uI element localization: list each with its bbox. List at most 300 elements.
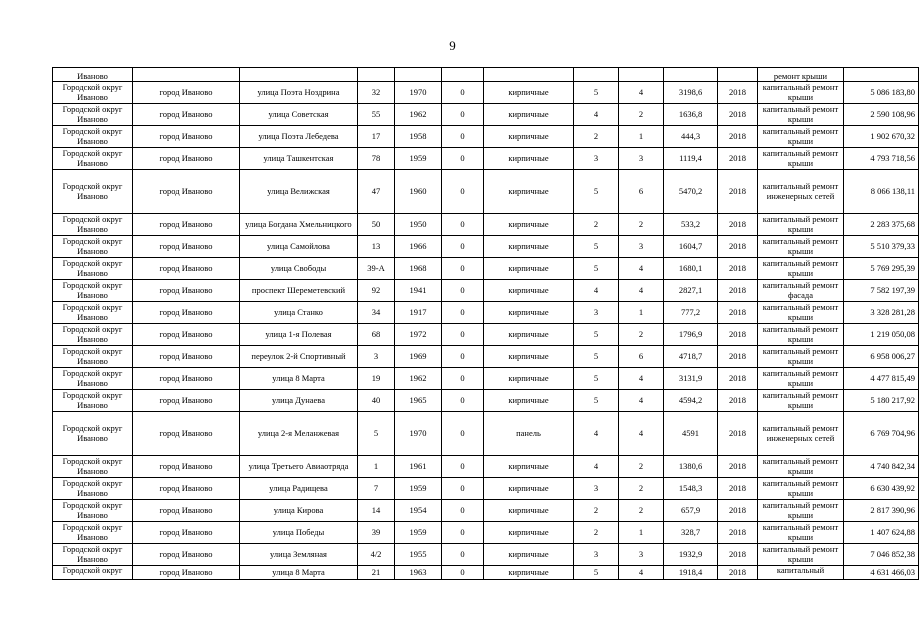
area-cell: 1680,1 bbox=[664, 258, 718, 280]
entrances-cell: 4 bbox=[619, 368, 664, 390]
house-number-cell: 3 bbox=[358, 346, 395, 368]
district-cell: Городской округ Иваново bbox=[53, 500, 133, 522]
city-cell: город Иваново bbox=[133, 368, 240, 390]
build-year-cell: 1968 bbox=[395, 258, 442, 280]
wall-material-cell: кирпичные bbox=[484, 478, 574, 500]
table-row bbox=[53, 566, 919, 580]
area-cell: 328,7 bbox=[664, 522, 718, 544]
plan-year-cell: 2018 bbox=[718, 104, 758, 126]
street-cell: переулок 2-й Спортивный bbox=[240, 346, 358, 368]
city-cell: город Иваново bbox=[133, 544, 240, 566]
work-type-cell: капитальный ремонт крыши bbox=[758, 522, 844, 544]
area-cell: 5470,2 bbox=[664, 170, 718, 214]
plan-year-cell: 2018 bbox=[718, 214, 758, 236]
street-cell: улица Велижская bbox=[240, 170, 358, 214]
floors-cell bbox=[574, 68, 619, 82]
plan-year-cell: 2018 bbox=[718, 236, 758, 258]
street-cell: улица 1-я Полевая bbox=[240, 324, 358, 346]
area-cell: 1380,6 bbox=[664, 456, 718, 478]
house-number-cell: 50 bbox=[358, 214, 395, 236]
city-cell: город Иваново bbox=[133, 148, 240, 170]
work-type-cell: капитальный ремонт крыши bbox=[758, 82, 844, 104]
street-cell: проспект Шереметевский bbox=[240, 280, 358, 302]
work-type-cell: капитальный ремонт крыши bbox=[758, 456, 844, 478]
flag-cell: 0 bbox=[442, 214, 484, 236]
flag-cell: 0 bbox=[442, 104, 484, 126]
cost-cell: 6 769 704,96 bbox=[844, 412, 919, 456]
cost-cell: 7 582 197,39 bbox=[844, 280, 919, 302]
entrances-cell: 3 bbox=[619, 236, 664, 258]
house-number-cell: 7 bbox=[358, 478, 395, 500]
table-row bbox=[53, 236, 919, 258]
table-row bbox=[53, 68, 919, 82]
flag-cell: 0 bbox=[442, 302, 484, 324]
wall-material-cell: кирпичные bbox=[484, 236, 574, 258]
house-number-cell: 78 bbox=[358, 148, 395, 170]
plan-year-cell: 2018 bbox=[718, 302, 758, 324]
house-number-cell: 40 bbox=[358, 390, 395, 412]
build-year-cell: 1960 bbox=[395, 170, 442, 214]
wall-material-cell: кирпичные bbox=[484, 258, 574, 280]
work-type-cell: капитальный ремонт крыши bbox=[758, 258, 844, 280]
city-cell: город Иваново bbox=[133, 104, 240, 126]
build-year-cell: 1950 bbox=[395, 214, 442, 236]
table-row bbox=[53, 522, 919, 544]
table-row bbox=[53, 346, 919, 368]
plan-year-cell: 2018 bbox=[718, 368, 758, 390]
entrances-cell: 2 bbox=[619, 500, 664, 522]
district-cell: Городской округ Иваново bbox=[53, 214, 133, 236]
plan-year-cell: 2018 bbox=[718, 544, 758, 566]
work-type-cell: ремонт крыши bbox=[758, 68, 844, 82]
build-year-cell: 1959 bbox=[395, 148, 442, 170]
district-cell: Городской округ Иваново bbox=[53, 544, 133, 566]
wall-material-cell: кирпичные bbox=[484, 500, 574, 522]
cost-cell: 5 510 379,33 bbox=[844, 236, 919, 258]
street-cell: улица Радищева bbox=[240, 478, 358, 500]
street-cell: улица 2-я Меланжевая bbox=[240, 412, 358, 456]
build-year-cell: 1972 bbox=[395, 324, 442, 346]
street-cell: улица Станко bbox=[240, 302, 358, 324]
area-cell: 1604,7 bbox=[664, 236, 718, 258]
cost-cell: 1 219 050,08 bbox=[844, 324, 919, 346]
flag-cell: 0 bbox=[442, 280, 484, 302]
cost-cell: 6 958 006,27 bbox=[844, 346, 919, 368]
flag-cell: 0 bbox=[442, 456, 484, 478]
floors-cell: 4 bbox=[574, 104, 619, 126]
plan-year-cell: 2018 bbox=[718, 126, 758, 148]
table-row bbox=[53, 456, 919, 478]
city-cell: город Иваново bbox=[133, 522, 240, 544]
table-row bbox=[53, 412, 919, 456]
cost-cell: 2 590 108,96 bbox=[844, 104, 919, 126]
flag-cell: 0 bbox=[442, 170, 484, 214]
house-number-cell bbox=[358, 68, 395, 82]
plan-year-cell: 2018 bbox=[718, 478, 758, 500]
area-cell: 1548,3 bbox=[664, 478, 718, 500]
area-cell: 1918,4 bbox=[664, 566, 718, 580]
house-number-cell: 17 bbox=[358, 126, 395, 148]
floors-cell: 3 bbox=[574, 148, 619, 170]
wall-material-cell: кирпичные bbox=[484, 280, 574, 302]
cost-cell: 1 407 624,88 bbox=[844, 522, 919, 544]
area-cell: 444,3 bbox=[664, 126, 718, 148]
floors-cell: 4 bbox=[574, 456, 619, 478]
flag-cell: 0 bbox=[442, 412, 484, 456]
plan-year-cell: 2018 bbox=[718, 500, 758, 522]
house-number-cell: 19 bbox=[358, 368, 395, 390]
district-cell: Городской округ Иваново bbox=[53, 104, 133, 126]
area-cell: 1932,9 bbox=[664, 544, 718, 566]
house-number-cell: 21 bbox=[358, 566, 395, 580]
house-number-cell: 13 bbox=[358, 236, 395, 258]
build-year-cell: 1954 bbox=[395, 500, 442, 522]
floors-cell: 5 bbox=[574, 368, 619, 390]
district-cell: Городской округ bbox=[53, 566, 133, 580]
house-number-cell: 92 bbox=[358, 280, 395, 302]
cost-cell: 2 283 375,68 bbox=[844, 214, 919, 236]
city-cell: город Иваново bbox=[133, 456, 240, 478]
work-type-cell: капитальный ремонт крыши bbox=[758, 302, 844, 324]
city-cell: город Иваново bbox=[133, 412, 240, 456]
district-cell: Городской округ Иваново bbox=[53, 522, 133, 544]
plan-year-cell: 2018 bbox=[718, 390, 758, 412]
work-type-cell: капитальный ремонт крыши bbox=[758, 236, 844, 258]
street-cell: улица Поэта Лебедева bbox=[240, 126, 358, 148]
wall-material-cell: панель bbox=[484, 412, 574, 456]
build-year-cell bbox=[395, 68, 442, 82]
entrances-cell: 4 bbox=[619, 390, 664, 412]
build-year-cell: 1959 bbox=[395, 478, 442, 500]
district-cell: Городской округ Иваново bbox=[53, 368, 133, 390]
table-row bbox=[53, 214, 919, 236]
build-year-cell: 1958 bbox=[395, 126, 442, 148]
table-row bbox=[53, 104, 919, 126]
floors-cell: 3 bbox=[574, 544, 619, 566]
area-cell: 1636,8 bbox=[664, 104, 718, 126]
flag-cell: 0 bbox=[442, 566, 484, 580]
district-cell: Городской округ Иваново bbox=[53, 148, 133, 170]
work-type-cell: капитальный ремонт крыши bbox=[758, 104, 844, 126]
wall-material-cell bbox=[484, 68, 574, 82]
flag-cell: 0 bbox=[442, 500, 484, 522]
work-type-cell: капитальный ремонт крыши bbox=[758, 126, 844, 148]
area-cell: 1119,4 bbox=[664, 148, 718, 170]
plan-year-cell: 2018 bbox=[718, 82, 758, 104]
wall-material-cell: кирпичные bbox=[484, 170, 574, 214]
work-type-cell: капитальный ремонт инженерных сетей bbox=[758, 412, 844, 456]
build-year-cell: 1962 bbox=[395, 104, 442, 126]
house-number-cell: 5 bbox=[358, 412, 395, 456]
table-row bbox=[53, 258, 919, 280]
work-type-cell: капитальный ремонт крыши bbox=[758, 500, 844, 522]
wall-material-cell: кирпичные bbox=[484, 522, 574, 544]
floors-cell: 5 bbox=[574, 346, 619, 368]
street-cell: улица Свободы bbox=[240, 258, 358, 280]
district-cell: Городской округ Иваново bbox=[53, 412, 133, 456]
plan-year-cell: 2018 bbox=[718, 258, 758, 280]
street-cell: улица Богдана Хмельницкого bbox=[240, 214, 358, 236]
district-cell: Городской округ Иваново bbox=[53, 82, 133, 104]
entrances-cell: 6 bbox=[619, 170, 664, 214]
entrances-cell: 2 bbox=[619, 324, 664, 346]
cost-cell: 1 902 670,32 bbox=[844, 126, 919, 148]
entrances-cell: 2 bbox=[619, 456, 664, 478]
entrances-cell: 1 bbox=[619, 126, 664, 148]
work-type-cell: капитальный ремонт крыши bbox=[758, 148, 844, 170]
plan-year-cell: 2018 bbox=[718, 412, 758, 456]
entrances-cell: 2 bbox=[619, 214, 664, 236]
wall-material-cell: кирпичные bbox=[484, 390, 574, 412]
wall-material-cell: кирпичные bbox=[484, 82, 574, 104]
street-cell: улица Земляная bbox=[240, 544, 358, 566]
work-type-cell: капитальный ремонт крыши bbox=[758, 544, 844, 566]
flag-cell: 0 bbox=[442, 258, 484, 280]
street-cell: улица Советская bbox=[240, 104, 358, 126]
entrances-cell: 4 bbox=[619, 566, 664, 580]
plan-year-cell bbox=[718, 68, 758, 82]
city-cell: город Иваново bbox=[133, 346, 240, 368]
area-cell: 4591 bbox=[664, 412, 718, 456]
house-number-cell: 39 bbox=[358, 522, 395, 544]
wall-material-cell: кирпичные bbox=[484, 368, 574, 390]
floors-cell: 3 bbox=[574, 478, 619, 500]
work-type-cell: капитальный ремонт инженерных сетей bbox=[758, 170, 844, 214]
street-cell: улица Самойлова bbox=[240, 236, 358, 258]
district-cell: Иваново bbox=[53, 68, 133, 82]
street-cell: улица 8 Марта bbox=[240, 368, 358, 390]
build-year-cell: 1963 bbox=[395, 566, 442, 580]
cost-cell: 4 477 815,49 bbox=[844, 368, 919, 390]
district-cell: Городской округ Иваново bbox=[53, 456, 133, 478]
work-type-cell: капитальный ремонт крыши bbox=[758, 214, 844, 236]
wall-material-cell: кирпичные bbox=[484, 104, 574, 126]
flag-cell bbox=[442, 68, 484, 82]
build-year-cell: 1969 bbox=[395, 346, 442, 368]
floors-cell: 5 bbox=[574, 236, 619, 258]
flag-cell: 0 bbox=[442, 478, 484, 500]
street-cell: улица Дунаева bbox=[240, 390, 358, 412]
entrances-cell bbox=[619, 68, 664, 82]
area-cell: 4594,2 bbox=[664, 390, 718, 412]
build-year-cell: 1965 bbox=[395, 390, 442, 412]
floors-cell: 3 bbox=[574, 302, 619, 324]
table-row bbox=[53, 170, 919, 214]
work-type-cell: капитальный ремонт крыши bbox=[758, 346, 844, 368]
table-row bbox=[53, 280, 919, 302]
entrances-cell: 4 bbox=[619, 280, 664, 302]
wall-material-cell: кирпичные bbox=[484, 456, 574, 478]
house-number-cell: 68 bbox=[358, 324, 395, 346]
district-cell: Городской округ Иваново bbox=[53, 280, 133, 302]
city-cell: город Иваново bbox=[133, 302, 240, 324]
floors-cell: 2 bbox=[574, 500, 619, 522]
floors-cell: 5 bbox=[574, 82, 619, 104]
house-number-cell: 47 bbox=[358, 170, 395, 214]
district-cell: Городской округ Иваново bbox=[53, 478, 133, 500]
entrances-cell: 1 bbox=[619, 302, 664, 324]
area-cell: 4718,7 bbox=[664, 346, 718, 368]
cost-cell: 5 180 217,92 bbox=[844, 390, 919, 412]
entrances-cell: 4 bbox=[619, 258, 664, 280]
entrances-cell: 2 bbox=[619, 104, 664, 126]
wall-material-cell: кирпичные bbox=[484, 544, 574, 566]
build-year-cell: 1959 bbox=[395, 522, 442, 544]
table-row bbox=[53, 148, 919, 170]
area-cell: 533,2 bbox=[664, 214, 718, 236]
flag-cell: 0 bbox=[442, 390, 484, 412]
flag-cell: 0 bbox=[442, 346, 484, 368]
street-cell: улица Поэта Ноздрина bbox=[240, 82, 358, 104]
cost-cell bbox=[844, 68, 919, 82]
entrances-cell: 2 bbox=[619, 478, 664, 500]
cost-cell: 3 328 281,28 bbox=[844, 302, 919, 324]
repair-register-table bbox=[52, 67, 919, 580]
street-cell: улица Победы bbox=[240, 522, 358, 544]
flag-cell: 0 bbox=[442, 544, 484, 566]
table-row bbox=[53, 368, 919, 390]
cost-cell: 2 817 390,96 bbox=[844, 500, 919, 522]
floors-cell: 2 bbox=[574, 214, 619, 236]
wall-material-cell: кирпичные bbox=[484, 324, 574, 346]
entrances-cell: 6 bbox=[619, 346, 664, 368]
entrances-cell: 3 bbox=[619, 544, 664, 566]
flag-cell: 0 bbox=[442, 522, 484, 544]
house-number-cell: 14 bbox=[358, 500, 395, 522]
house-number-cell: 32 bbox=[358, 82, 395, 104]
city-cell: город Иваново bbox=[133, 478, 240, 500]
flag-cell: 0 bbox=[442, 82, 484, 104]
plan-year-cell: 2018 bbox=[718, 324, 758, 346]
area-cell: 3131,9 bbox=[664, 368, 718, 390]
build-year-cell: 1970 bbox=[395, 412, 442, 456]
flag-cell: 0 bbox=[442, 236, 484, 258]
wall-material-cell: кирпичные bbox=[484, 126, 574, 148]
district-cell: Городской округ Иваново bbox=[53, 302, 133, 324]
city-cell: город Иваново bbox=[133, 500, 240, 522]
floors-cell: 5 bbox=[574, 566, 619, 580]
cost-cell: 8 066 138,11 bbox=[844, 170, 919, 214]
area-cell: 3198,6 bbox=[664, 82, 718, 104]
table-row bbox=[53, 478, 919, 500]
city-cell: город Иваново bbox=[133, 126, 240, 148]
plan-year-cell: 2018 bbox=[718, 566, 758, 580]
flag-cell: 0 bbox=[442, 324, 484, 346]
city-cell: город Иваново bbox=[133, 258, 240, 280]
work-type-cell: капитальный ремонт крыши bbox=[758, 324, 844, 346]
district-cell: Городской округ Иваново bbox=[53, 390, 133, 412]
table-row bbox=[53, 302, 919, 324]
build-year-cell: 1970 bbox=[395, 82, 442, 104]
floors-cell: 5 bbox=[574, 324, 619, 346]
district-cell: Городской округ Иваново bbox=[53, 126, 133, 148]
flag-cell: 0 bbox=[442, 126, 484, 148]
city-cell: город Иваново bbox=[133, 170, 240, 214]
house-number-cell: 55 bbox=[358, 104, 395, 126]
city-cell: город Иваново bbox=[133, 566, 240, 580]
work-type-cell: капитальный ремонт крыши bbox=[758, 478, 844, 500]
floors-cell: 5 bbox=[574, 390, 619, 412]
floors-cell: 5 bbox=[574, 170, 619, 214]
district-cell: Городской округ Иваново bbox=[53, 236, 133, 258]
table-body bbox=[53, 68, 919, 580]
district-cell: Городской округ Иваново bbox=[53, 170, 133, 214]
city-cell: город Иваново bbox=[133, 324, 240, 346]
flag-cell: 0 bbox=[442, 368, 484, 390]
plan-year-cell: 2018 bbox=[718, 346, 758, 368]
city-cell: город Иваново bbox=[133, 280, 240, 302]
plan-year-cell: 2018 bbox=[718, 456, 758, 478]
street-cell bbox=[240, 68, 358, 82]
area-cell bbox=[664, 68, 718, 82]
table-row bbox=[53, 126, 919, 148]
house-number-cell: 4/2 bbox=[358, 544, 395, 566]
city-cell bbox=[133, 68, 240, 82]
wall-material-cell: кирпичные bbox=[484, 214, 574, 236]
house-number-cell: 39-А bbox=[358, 258, 395, 280]
district-cell: Городской округ Иваново bbox=[53, 258, 133, 280]
build-year-cell: 1962 bbox=[395, 368, 442, 390]
build-year-cell: 1961 bbox=[395, 456, 442, 478]
table-row bbox=[53, 544, 919, 566]
cost-cell: 7 046 852,38 bbox=[844, 544, 919, 566]
entrances-cell: 1 bbox=[619, 522, 664, 544]
page-number: 9 bbox=[449, 38, 456, 53]
build-year-cell: 1917 bbox=[395, 302, 442, 324]
cost-cell: 6 630 439,92 bbox=[844, 478, 919, 500]
table-row bbox=[53, 500, 919, 522]
plan-year-cell: 2018 bbox=[718, 522, 758, 544]
floors-cell: 5 bbox=[574, 258, 619, 280]
district-cell: Городской округ Иваново bbox=[53, 346, 133, 368]
area-cell: 1796,9 bbox=[664, 324, 718, 346]
cost-cell: 5 769 295,39 bbox=[844, 258, 919, 280]
entrances-cell: 4 bbox=[619, 412, 664, 456]
plan-year-cell: 2018 bbox=[718, 280, 758, 302]
city-cell: город Иваново bbox=[133, 82, 240, 104]
table-row bbox=[53, 390, 919, 412]
city-cell: город Иваново bbox=[133, 236, 240, 258]
city-cell: город Иваново bbox=[133, 390, 240, 412]
build-year-cell: 1941 bbox=[395, 280, 442, 302]
wall-material-cell: кирпичные bbox=[484, 302, 574, 324]
table-row bbox=[53, 324, 919, 346]
floors-cell: 4 bbox=[574, 280, 619, 302]
area-cell: 777,2 bbox=[664, 302, 718, 324]
cost-cell: 4 740 842,34 bbox=[844, 456, 919, 478]
cost-cell: 5 086 183,80 bbox=[844, 82, 919, 104]
floors-cell: 2 bbox=[574, 126, 619, 148]
area-cell: 657,9 bbox=[664, 500, 718, 522]
city-cell: город Иваново bbox=[133, 214, 240, 236]
district-cell: Городской округ Иваново bbox=[53, 324, 133, 346]
house-number-cell: 1 bbox=[358, 456, 395, 478]
build-year-cell: 1955 bbox=[395, 544, 442, 566]
flag-cell: 0 bbox=[442, 148, 484, 170]
street-cell: улица Третьего Авиаотряда bbox=[240, 456, 358, 478]
cost-cell: 4 631 466,03 bbox=[844, 566, 919, 580]
street-cell: улица Кирова bbox=[240, 500, 358, 522]
entrances-cell: 3 bbox=[619, 148, 664, 170]
table-row bbox=[53, 82, 919, 104]
cost-cell: 4 793 718,56 bbox=[844, 148, 919, 170]
wall-material-cell: кирпичные bbox=[484, 346, 574, 368]
work-type-cell: капитальный ремонт фасада bbox=[758, 280, 844, 302]
plan-year-cell: 2018 bbox=[718, 170, 758, 214]
area-cell: 2827,1 bbox=[664, 280, 718, 302]
build-year-cell: 1966 bbox=[395, 236, 442, 258]
work-type-cell: капитальный ремонт крыши bbox=[758, 368, 844, 390]
